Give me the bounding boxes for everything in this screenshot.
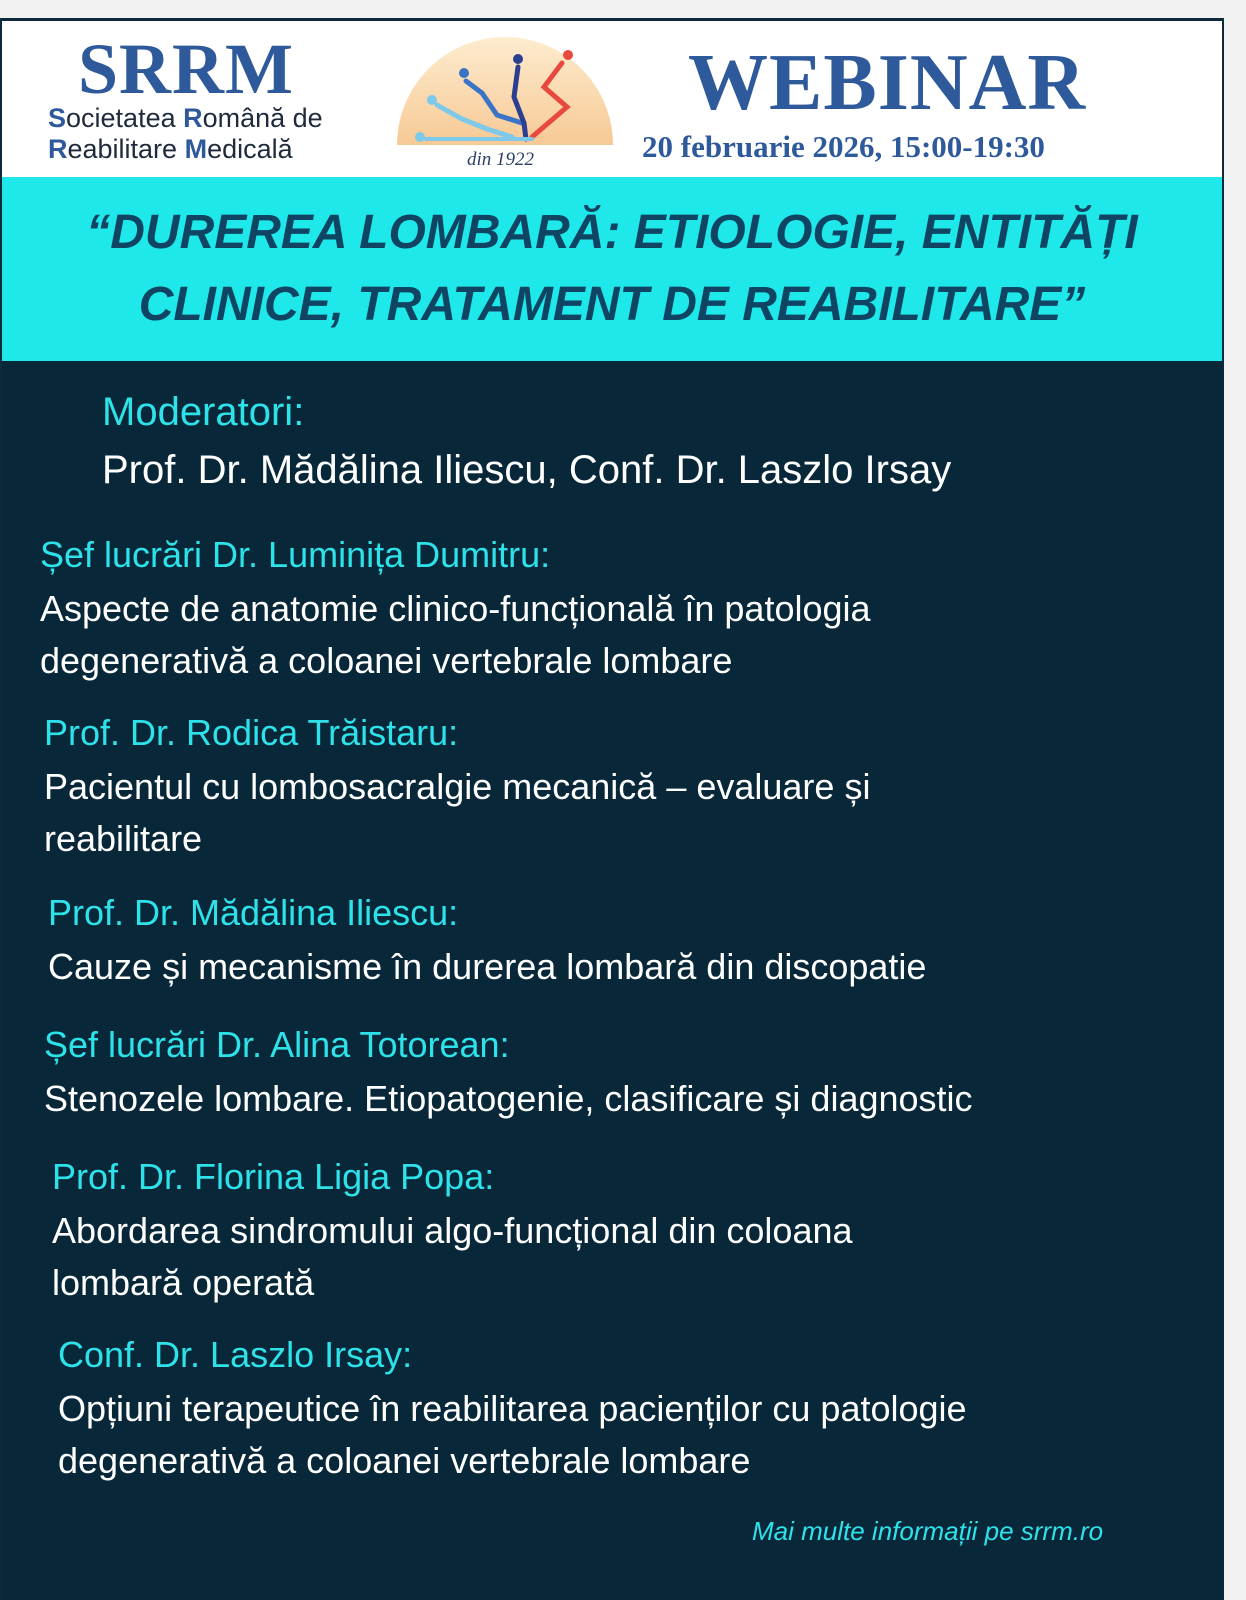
poster-header xyxy=(2,21,1222,177)
talk-topic-line: Cauze și mecanisme în durerea lombară din discopatie xyxy=(48,946,927,987)
talk-topic xyxy=(44,761,1184,865)
talk-topic xyxy=(40,583,1180,687)
talk-topic-line: Stenozele lombare. Etiopatogenie, clasificare și diagnostic xyxy=(44,1078,973,1119)
talk-topic-line: lombară operată xyxy=(52,1262,315,1303)
talk-speaker: Prof. Dr. Mădălina Iliescu: xyxy=(48,892,459,933)
talk-topic-line: Aspecte de anatomie clinico-funcțională în patologia xyxy=(40,588,871,629)
org-name-line-2: Reabilitare Medicală xyxy=(48,134,293,164)
title-line-2: CLINICE, TRATAMENT DE REABILITARE” xyxy=(138,278,1086,331)
talk-item xyxy=(40,533,1180,687)
talk-topic-line: Abordarea sindromului algo-funcțional din coloana xyxy=(52,1210,853,1251)
talk-topic xyxy=(52,1205,1192,1309)
talk-speaker: Conf. Dr. Laszlo Irsay: xyxy=(58,1334,413,1375)
title-band xyxy=(2,177,1222,361)
org-acronym: SRRM xyxy=(78,29,294,109)
org-name-line-1: Societatea Română de xyxy=(48,103,323,133)
more-info-link[interactable]: Mai multe informații pe srrm.ro xyxy=(752,1516,1104,1546)
talk-topic-line: degenerativă a coloanei vertebrale lombare xyxy=(58,1440,751,1481)
webinar-title xyxy=(42,197,1182,341)
title-line-1: “DUREREA LOMBARĂ: ETIOLOGIE, ENTITĂȚI xyxy=(86,206,1138,259)
logo-caption: din 1922 xyxy=(467,149,535,170)
talk-item xyxy=(44,711,1184,865)
talk-speaker: Prof. Dr. Florina Ligia Popa: xyxy=(52,1156,495,1197)
talk-topic-line: Pacientul cu lombosacralgie mecanică – evaluare și xyxy=(44,766,871,807)
talk-speaker: Șef lucrări Dr. Luminița Dumitru: xyxy=(40,534,551,575)
moderators-label: Moderatori: xyxy=(102,390,305,434)
talk-item xyxy=(48,891,1188,993)
org-full-name xyxy=(48,103,368,165)
talk-speaker: Șef lucrări Dr. Alina Totorean: xyxy=(44,1024,510,1065)
talk-topic xyxy=(58,1383,1198,1487)
talk-topic-line: degenerativă a coloanei vertebrale lombare xyxy=(40,640,733,681)
talk-item xyxy=(58,1333,1198,1487)
talk-item xyxy=(52,1155,1192,1309)
talk-topic-line: reabilitare xyxy=(44,818,203,859)
webinar-poster xyxy=(0,18,1224,1600)
talk-topic-line: Opțiuni terapeutice în reabilitarea pacienților cu patologie xyxy=(58,1388,967,1429)
event-datetime: 20 februarie 2026, 15:00-19:30 xyxy=(642,129,1045,164)
moderators-names: Prof. Dr. Mădălina Iliescu, Conf. Dr. Laszlo Irsay xyxy=(102,448,952,492)
talk-speaker: Prof. Dr. Rodica Trăistaru: xyxy=(44,712,459,753)
talk-topic xyxy=(44,1073,1184,1125)
event-type: WEBINAR xyxy=(688,39,1087,127)
talk-topic xyxy=(48,941,1188,993)
talk-item xyxy=(44,1023,1184,1125)
